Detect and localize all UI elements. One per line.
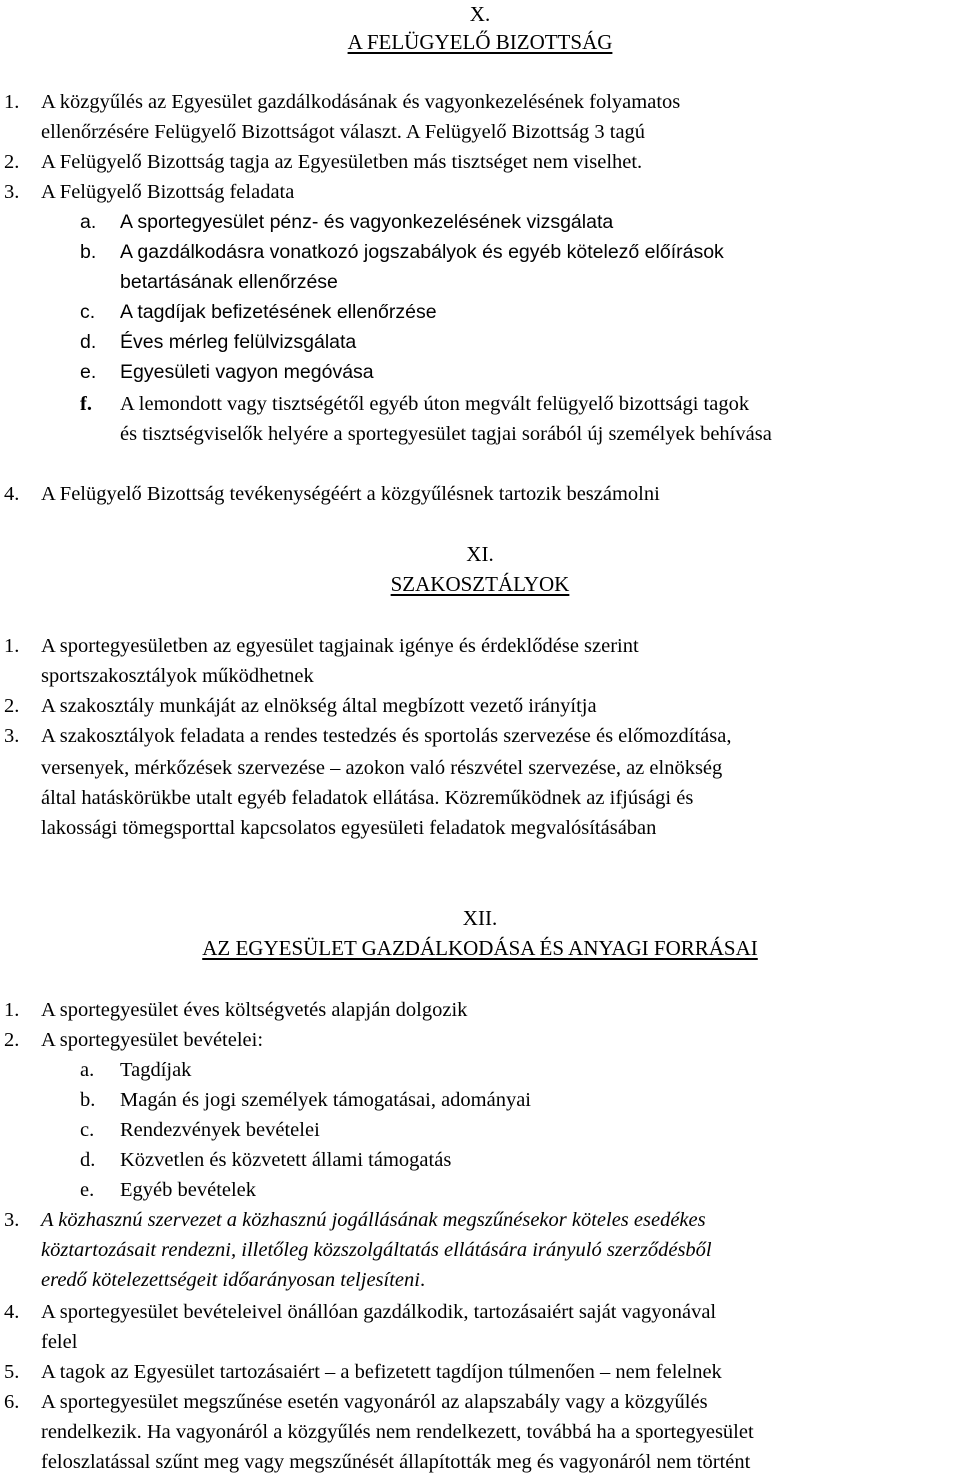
list-item-text (41, 1266, 425, 1294)
sub-list-letter: b. (80, 1089, 96, 1111)
list-item-text: A sportegyesület bevételei: (41, 1029, 264, 1051)
sub-list-item-text: betartásának ellenőrzése (120, 271, 338, 293)
sub-list-letter: b. (80, 241, 97, 263)
sub-list-letter: c. (80, 1119, 95, 1141)
list-item-text: A szakosztály munkáját az elnökség által megbízott vezető irányítja (41, 695, 597, 717)
sub-list-letter: a. (80, 1059, 95, 1081)
list-item-text: által hatáskörükbe utalt egyéb feladatok ellátása. Közreműködnek az ifjúsági és (41, 787, 694, 809)
list-number: 3. (4, 181, 20, 203)
sub-list-item-text: Magán és jogi személyek támogatásai, adományai (120, 1089, 532, 1111)
sub-list-letter: e. (80, 361, 97, 383)
list-number: 4. (4, 1301, 20, 1323)
list-item-text: A sportegyesület bevételeivel önállóan gazdálkodik, tartozásaiért saját vagyonával (41, 1301, 717, 1323)
sub-list-letter: c. (80, 301, 96, 323)
section-title-felugyelo-bizottsag: A FELÜGYELŐ BIZOTTSÁG (347, 30, 613, 54)
list-item-text: A tagok az Egyesület tartozásaiért – a befizetett tagdíjon túlmenően – nem felelnek (41, 1361, 722, 1383)
list-number: 1. (4, 91, 20, 113)
list-number: 2. (4, 1029, 20, 1051)
list-number: 3. (4, 1209, 20, 1231)
sub-list-item-text: Egyéb bevételek (120, 1179, 257, 1201)
list-item-text: A Felügyelő Bizottság feladata (41, 181, 295, 203)
list-number: 2. (4, 695, 20, 717)
sub-list-letter: f. (80, 393, 92, 415)
sub-list-item-text: Közvetlen és közvetett állami támogatás (120, 1149, 452, 1171)
sub-list-letter: e. (80, 1179, 95, 1201)
list-item-text: lakossági tömegsporttal kapcsolatos egyesületi feladatok megvalósításában (41, 817, 657, 839)
list-item-text: rendelkezik. Ha vagyonáról a közgyűlés nem rendelkezett, továbbá ha a sportegyesület (41, 1421, 754, 1443)
list-item-text: felel (41, 1331, 78, 1353)
list-number: 1. (4, 999, 20, 1021)
list-item-text: A közgyűlés az Egyesület gazdálkodásának és vagyonkezelésének folyamatos (41, 91, 681, 113)
list-item-text: feloszlatással szűnt meg vagy megszűnését állapították meg és vagyonáról nem történt (41, 1451, 751, 1473)
section-numeral-xi: XI. (466, 542, 494, 566)
list-item-text: A Felügyelő Bizottság tevékenységéért a közgyűlésnek tartozik beszámolni (41, 483, 660, 505)
list-item-text: köztartozásait rendezni, illetőleg közszolgáltatás ellátására irányuló szerződésből (41, 1239, 712, 1261)
section-numeral-x: X. (469, 2, 491, 26)
sub-list-item-text: Rendezvények bevételei (120, 1119, 320, 1141)
list-item-text: sportszakosztályok működhetnek (41, 665, 314, 687)
sub-list-letter: d. (80, 331, 97, 353)
sub-list-item-text: Tagdíjak (120, 1059, 192, 1081)
list-item-text: A Felügyelő Bizottság tagja az Egyesületben más tisztséget nem viselhet. (41, 151, 643, 173)
list-number: 5. (4, 1361, 20, 1383)
list-number: 4. (4, 483, 20, 505)
list-item-text: A közhasznú szervezet a közhasznú jogállásának megszűnésekor köteles esedékes (41, 1209, 706, 1231)
list-item-text: versenyek, mérkőzések szervezése – azokon való részvétel szervezése, az elnökség (41, 757, 723, 779)
sub-list-item-text: és tisztségviselők helyére a sportegyesület tagjai sorából új személyek behívása (120, 423, 772, 445)
sub-list-item-text: A gazdálkodásra vonatkozó jogszabályok és egyéb kötelező előírások (120, 241, 724, 263)
sub-list-item-text: A lemondott vagy tisztségétől egyéb úton megvált felügyelő bizottsági tagok (120, 393, 750, 415)
sub-list-item-text: A tagdíjak befizetésének ellenőrzése (120, 301, 437, 323)
section-numeral-xii: XII. (462, 906, 498, 930)
sub-list-item-text: Éves mérleg felülvizsgálata (120, 331, 357, 353)
list-item-text: ellenőrzésére Felügyelő Bizottságot választ. A Felügyelő Bizottság 3 tagú (41, 121, 646, 143)
list-item-period: . (419, 1269, 426, 1291)
list-item-text: A sportegyesület megszűnése esetén vagyonáról az alapszabály vagy a közgyűlés (41, 1391, 708, 1413)
sub-list-letter: a. (80, 211, 97, 233)
section-title-gazdalkodas: AZ EGYESÜLET GAZDÁLKODÁSA ÉS ANYAGI FORRÁSAI (202, 936, 758, 960)
list-number: 6. (4, 1391, 20, 1413)
list-item-text: A sportegyesület éves költségvetés alapján dolgozik (41, 999, 468, 1021)
sub-list-item-text: A sportegyesület pénz- és vagyonkezelésének vizsgálata (120, 211, 614, 233)
list-item-text-italic: eredő kötelezettségeit időarányosan teljesíteni (41, 1269, 420, 1291)
list-item-text: A szakosztályok feladata a rendes testedzés és sportolás szervezése és előmozdítása, (41, 725, 732, 747)
section-title-szakosztalyok: SZAKOSZTÁLYOK (390, 572, 570, 596)
list-number: 1. (4, 635, 20, 657)
list-item-text: A sportegyesületben az egyesület tagjainak igénye és érdeklődése szerint (41, 635, 639, 657)
sub-list-letter: d. (80, 1149, 96, 1171)
sub-list-item-text: Egyesületi vagyon megóvása (120, 361, 374, 383)
list-number: 3. (4, 725, 20, 747)
list-number: 2. (4, 151, 20, 173)
